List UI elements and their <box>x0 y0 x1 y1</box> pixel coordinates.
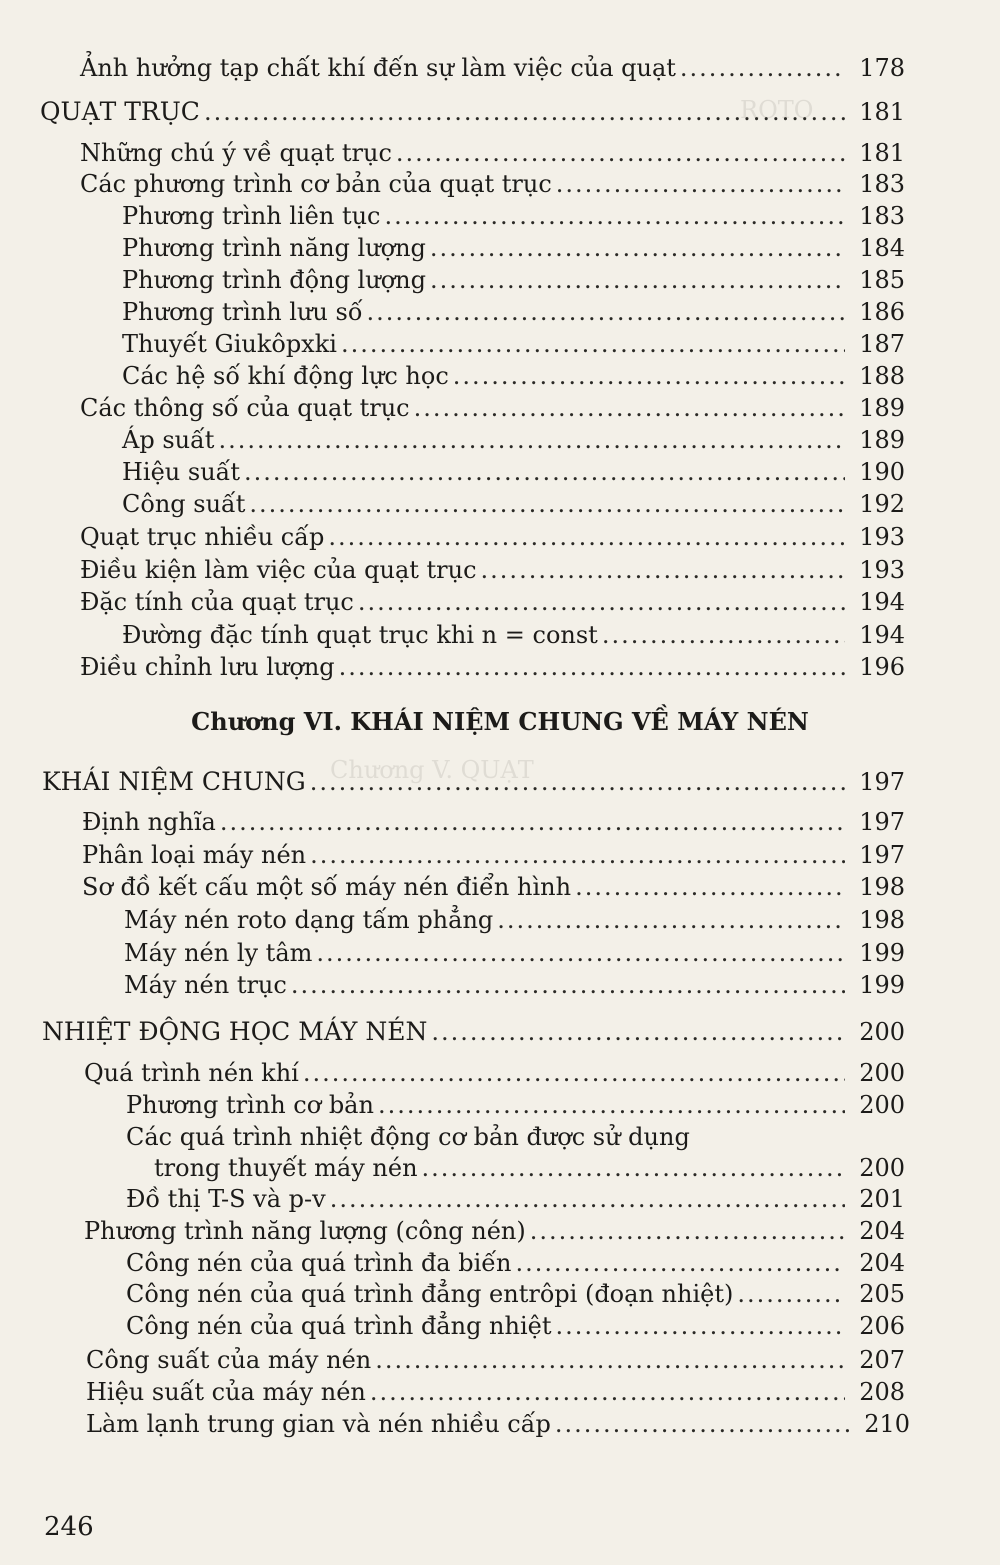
dot-leader <box>516 1247 846 1279</box>
bleed-through: ROTO <box>740 96 814 124</box>
entry-title: Ảnh hưởng tạp chất khí đến sự làm việc của quạt <box>80 54 676 82</box>
entry-title: Phương trình năng lượng (công nén) <box>84 1217 526 1245</box>
entry-title: Hiệu suất <box>122 458 241 486</box>
entry-page: 201 <box>859 1185 905 1213</box>
section-title: QUẠT TRỤC <box>40 97 200 126</box>
entry-page: 184 <box>859 234 905 262</box>
toc-entry <box>0 839 1000 871</box>
toc-entry <box>0 200 1000 232</box>
entry-page: 185 <box>859 266 905 294</box>
entry-page: 190 <box>859 458 905 486</box>
toc-entry <box>0 168 1000 200</box>
section-title: NHIỆT ĐỘNG HỌC MÁY NÉN <box>42 1017 428 1046</box>
dot-leader <box>414 392 845 424</box>
entry-page: 183 <box>859 202 905 230</box>
entry-page: 181 <box>859 139 905 167</box>
dot-leader <box>204 96 845 128</box>
dot-leader <box>339 651 845 683</box>
entry-page: 192 <box>859 490 905 518</box>
dot-leader <box>358 586 845 618</box>
dot-leader <box>378 1089 845 1121</box>
dot-leader <box>218 424 845 456</box>
toc-entry <box>0 456 1000 488</box>
dot-leader <box>384 200 845 232</box>
entry-title: Phương trình động lượng <box>122 266 426 294</box>
entry-title: Đồ thị T-S và p-v <box>126 1185 326 1213</box>
entry-title: Định nghĩa <box>82 808 216 836</box>
toc-entry <box>0 554 1000 586</box>
toc-entry <box>0 521 1000 553</box>
entry-page: 200 <box>859 1059 905 1087</box>
entry-page: 207 <box>859 1346 905 1374</box>
toc-entry <box>0 1344 1000 1376</box>
entry-title: Đường đặc tính quạt trục khi n = const <box>122 621 598 649</box>
section-title: KHÁI NIỆM CHUNG <box>42 767 306 796</box>
toc-entry <box>0 1089 1000 1121</box>
toc-entry <box>0 937 1000 969</box>
entry-title: Máy nén trục <box>124 971 287 999</box>
entry-title: Áp suất <box>122 426 215 454</box>
entry-page: 199 <box>859 939 905 967</box>
dot-leader <box>220 806 845 838</box>
entry-title: Công suất <box>122 490 246 518</box>
toc-entry <box>0 1310 1000 1342</box>
entry-page: 187 <box>859 330 905 358</box>
toc-entry <box>0 424 1000 456</box>
entry-page: 200 <box>859 1154 905 1182</box>
toc-entry <box>0 619 1000 651</box>
entry-title: Các quá trình nhiệt động cơ bản được sử dụng <box>126 1123 690 1151</box>
entry-page: 200 <box>859 1018 905 1046</box>
entry-title: trong thuyết máy nén <box>154 1154 418 1182</box>
toc-entry <box>0 586 1000 618</box>
entry-title: Điều chỉnh lưu lượng <box>80 653 335 681</box>
dot-leader <box>316 937 845 969</box>
entry-page: 198 <box>859 873 905 901</box>
toc-entry <box>0 1183 1000 1215</box>
entry-page: 204 <box>859 1249 905 1277</box>
entry-title: Phương trình lưu số <box>122 298 363 326</box>
dot-leader <box>453 360 845 392</box>
bleed-through: Chương V. QUẠT <box>330 756 534 784</box>
entry-page: 188 <box>859 362 905 390</box>
entry-title: Phương trình cơ bản <box>126 1091 374 1119</box>
toc-entry <box>0 360 1000 392</box>
toc-entry <box>0 904 1000 936</box>
dot-leader <box>430 264 845 296</box>
dot-leader <box>370 1376 845 1408</box>
entry-page: 189 <box>859 426 905 454</box>
entry-title: Các phương trình cơ bản của quạt trục <box>80 170 552 198</box>
dot-leader <box>367 296 845 328</box>
entry-page: 196 <box>859 653 905 681</box>
entry-page: 181 <box>859 98 905 126</box>
entry-title: Máy nén roto dạng tấm phẳng <box>124 906 494 934</box>
entry-title: Công nén của quá trình đẳng entrôpi (đoạn nhiệt) <box>126 1280 734 1308</box>
dot-leader <box>396 137 845 169</box>
toc-entry <box>0 871 1000 903</box>
entry-page: 178 <box>859 54 905 82</box>
entry-title: Điều kiện làm việc của quạt trục <box>80 556 477 584</box>
dot-leader <box>249 488 845 520</box>
toc-entry <box>0 137 1000 169</box>
entry-title: Phương trình năng lượng <box>122 234 426 262</box>
dot-leader <box>310 839 845 871</box>
entry-page: 199 <box>859 971 905 999</box>
toc-entry <box>0 264 1000 296</box>
entry-page: 189 <box>859 394 905 422</box>
entry-title: Những chú ý về quạt trục <box>80 139 392 167</box>
dot-leader <box>602 619 845 651</box>
entry-title: Làm lạnh trung gian và nén nhiều cấp <box>86 1410 551 1438</box>
toc-section <box>0 766 1000 798</box>
dot-leader <box>328 521 845 553</box>
toc-entry <box>0 651 1000 683</box>
toc-entry <box>0 1215 1000 1247</box>
dot-leader <box>481 554 845 586</box>
entry-page: 193 <box>859 523 905 551</box>
entry-page: 206 <box>859 1312 905 1340</box>
dot-leader <box>310 766 845 798</box>
toc-entry <box>0 1057 1000 1089</box>
entry-page: 204 <box>859 1217 905 1245</box>
entry-page: 200 <box>859 1091 905 1119</box>
entry-title: Công nén của quá trình đa biến <box>126 1249 512 1277</box>
toc-entry <box>0 1121 1000 1153</box>
dot-leader <box>375 1344 845 1376</box>
page-number: 246 <box>44 1512 94 1542</box>
entry-title: Đặc tính của quạt trục <box>80 588 354 616</box>
dot-leader <box>330 1183 845 1215</box>
dot-leader <box>575 871 845 903</box>
entry-title: Công nén của quá trình đẳng nhiệt <box>126 1312 552 1340</box>
dot-leader <box>497 904 845 936</box>
entry-title: Các hệ số khí động lực học <box>122 362 449 390</box>
toc-entry <box>0 1152 1000 1184</box>
toc-entry <box>0 969 1000 1001</box>
toc-entry <box>0 52 1000 84</box>
entry-page: 210 <box>864 1410 910 1438</box>
entry-page: 197 <box>859 841 905 869</box>
toc-entry <box>0 806 1000 838</box>
entry-page: 193 <box>859 556 905 584</box>
dot-leader <box>431 1016 845 1048</box>
toc-entry <box>0 1278 1000 1310</box>
toc-entry <box>0 488 1000 520</box>
entry-title: Công suất của máy nén <box>86 1346 372 1374</box>
toc-entry <box>0 232 1000 264</box>
entry-title: Quạt trục nhiều cấp <box>80 523 325 551</box>
dot-leader <box>556 1310 846 1342</box>
toc-entry <box>0 392 1000 424</box>
entry-page: 198 <box>859 906 905 934</box>
entry-title: Các thông số của quạt trục <box>80 394 410 422</box>
dot-leader <box>555 1408 850 1440</box>
dot-leader <box>291 969 845 1001</box>
toc-entry <box>0 1376 1000 1408</box>
entry-page: 208 <box>859 1378 905 1406</box>
dot-leader <box>341 328 845 360</box>
dot-leader <box>530 1215 845 1247</box>
entry-page: 197 <box>859 768 905 796</box>
dot-leader <box>556 168 845 200</box>
entry-title: Sơ đồ kết cấu một số máy nén điển hình <box>82 873 572 901</box>
entry-title: Hiệu suất của máy nén <box>86 1378 366 1406</box>
dot-leader <box>422 1152 845 1184</box>
toc-entry <box>0 296 1000 328</box>
entry-title: Máy nén ly tâm <box>124 939 313 967</box>
entry-page: 194 <box>859 621 905 649</box>
toc-section <box>0 1016 1000 1048</box>
toc-entry <box>0 1408 1000 1440</box>
dot-leader <box>244 456 845 488</box>
toc-entry <box>0 328 1000 360</box>
entry-page: 183 <box>859 170 905 198</box>
entry-title: Quá trình nén khí <box>84 1059 299 1087</box>
entry-page: 194 <box>859 588 905 616</box>
toc-section <box>0 96 1000 128</box>
entry-page: 197 <box>859 808 905 836</box>
dot-leader <box>303 1057 845 1089</box>
dot-leader <box>737 1278 845 1310</box>
entry-page: 205 <box>859 1280 905 1308</box>
entry-title: Phương trình liên tục <box>122 202 381 230</box>
toc-entry <box>0 1247 1000 1279</box>
chapter-heading: Chương VI. KHÁI NIỆM CHUNG VỀ MÁY NÉN <box>191 707 809 736</box>
entry-title: Thuyết Giukôpxki <box>122 330 337 358</box>
dot-leader <box>430 232 845 264</box>
dot-leader <box>680 52 845 84</box>
entry-title: Phân loại máy nén <box>82 841 307 869</box>
entry-page: 186 <box>859 298 905 326</box>
